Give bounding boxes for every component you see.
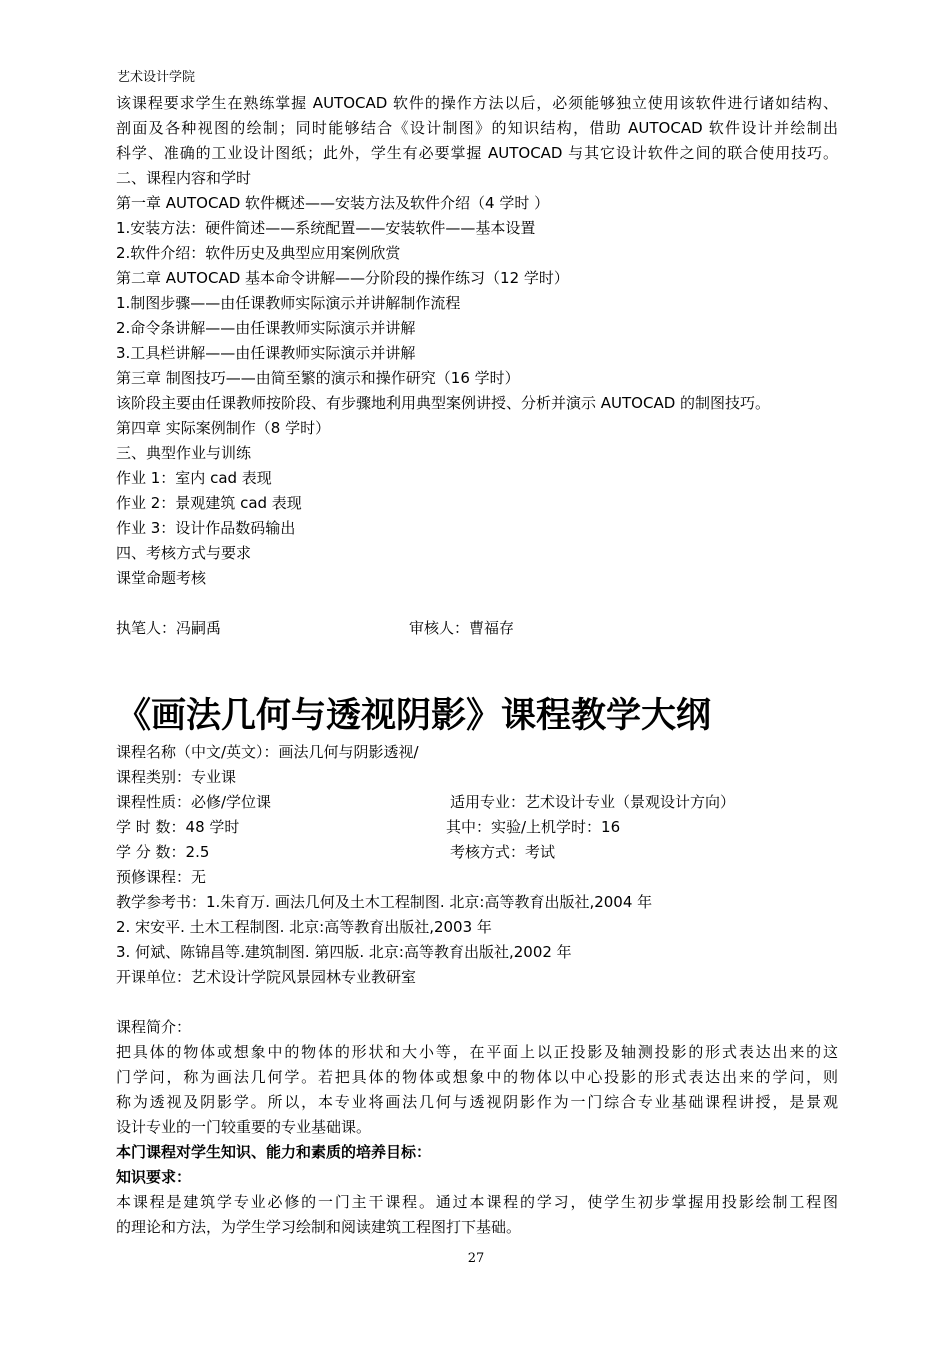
course-info xyxy=(116,740,838,1240)
paragraph-line: 门学问，称为画法几何学。若把具体的物体或想象中的物体以中心投影的形式表达出来的学问，则 xyxy=(116,1068,838,1086)
chapter-heading: 第二章 AUTOCAD 基本命令讲解——分阶段的操作练习（12 学时） xyxy=(116,269,569,287)
reviewer: 审核人：曹福存 xyxy=(409,619,515,637)
outline-heading: 三、典型作业与训练 xyxy=(116,444,252,462)
document-title: 《画法几何与透视阴影》课程教学大纲 xyxy=(116,696,712,736)
paragraph-line: 科学、准确的工业设计图纸；此外，学生有必要掌握 AUTOCAD 与其它设计软件之间的联合使用技巧。 xyxy=(116,144,838,162)
teaching-unit: 开课单位：艺术设计学院风景园林专业教研室 xyxy=(116,968,417,986)
paragraph-line: 该阶段主要由任课教师按阶段、有步骤地利用典型案例讲授、分析并演示 AUTOCAD 的制图技巧。 xyxy=(116,394,771,412)
chapter-heading: 第四章 实际案例制作（8 学时） xyxy=(116,419,331,437)
prerequisites: 预修课程：无 xyxy=(116,868,207,886)
paragraph-line: 的理论和方法，为学生学习绘制和阅读建筑工程图打下基础。 xyxy=(116,1218,522,1236)
paragraph-line: 本课程是建筑学专业必修的一门主干课程。通过本课程的学习，使学生初步掌握用投影绘制工程图 xyxy=(116,1193,838,1211)
applicable-major: 适用专业：艺术设计专业（景观设计方向） xyxy=(450,793,736,811)
course-name: 课程名称（中文/英文）：画法几何与阴影透视/ xyxy=(116,743,419,761)
section1-body xyxy=(116,91,838,641)
paragraph-line: 剖面及各种视图的绘制；同时能够结合《设计制图》的知识结构，借助 AUTOCAD 软件设计并绘制出 xyxy=(116,119,838,137)
lab-hours: 其中：实验/上机学时：16 xyxy=(446,818,621,836)
list-item: 作业 2：景观建筑 cad 表现 xyxy=(116,494,302,512)
info-row xyxy=(116,815,838,840)
page-header: 艺术设计学院 xyxy=(117,70,196,85)
goal-heading: 本门课程对学生知识、能力和素质的培养目标： xyxy=(116,1143,432,1161)
chapter-heading: 第一章 AUTOCAD 软件概述——安装方法及软件介绍（4 学时 ） xyxy=(116,194,550,212)
info-row xyxy=(116,790,838,815)
reference-item: 2. 宋安平. 土木工程制图. 北京:高等教育出版社,2003 年 xyxy=(116,918,492,936)
list-item: 作业 3：设计作品数码输出 xyxy=(116,519,296,537)
list-item: 2.命令条讲解——由任课教师实际演示并讲解 xyxy=(116,319,416,337)
list-item: 课堂命题考核 xyxy=(116,569,207,587)
list-item: 2.软件介绍：软件历史及典型应用案例欣赏 xyxy=(116,244,401,262)
course-type: 课程类别：专业课 xyxy=(116,768,237,786)
reference-item: 3. 何斌、陈锦昌等.建筑制图. 第四版. 北京:高等教育出版社,2002 年 xyxy=(116,943,572,961)
list-item: 作业 1：室内 cad 表现 xyxy=(116,469,272,487)
course-nature: 课程性质：必修/学位课 xyxy=(116,793,272,811)
course-hours: 学 时 数：48 学时 xyxy=(116,818,240,836)
paragraph-line: 称为透视及阴影学。所以，本专业将画法几何与透视阴影作为一门综合专业基础课程讲授，是景观 xyxy=(116,1093,838,1111)
intro-label: 课程简介： xyxy=(116,1018,192,1036)
signature-line xyxy=(116,616,838,641)
paragraph-line: 把具体的物体或想象中的物体的形状和大小等，在平面上以正投影及轴测投影的形式表达出来的这 xyxy=(116,1043,838,1061)
reference-item: 教学参考书：1.朱育万. 画法几何及土木工程制图. 北京:高等教育出版社,2004 年 xyxy=(116,893,653,911)
knowledge-heading: 知识要求： xyxy=(116,1168,192,1186)
outline-heading: 二、课程内容和学时 xyxy=(116,169,252,187)
exam-method: 考核方式：考试 xyxy=(450,843,556,861)
page-number: 27 xyxy=(467,1251,485,1266)
course-credits: 学 分 数：2.5 xyxy=(116,843,210,861)
list-item: 3.工具栏讲解——由任课教师实际演示并讲解 xyxy=(116,344,416,362)
list-item: 1.安装方法：硬件简述——系统配置——安装软件——基本设置 xyxy=(116,219,536,237)
paragraph-line: 该课程要求学生在熟练掌握 AUTOCAD 软件的操作方法以后，必须能够独立使用该软件进行诸如结构、 xyxy=(116,94,838,112)
outline-heading: 四、考核方式与要求 xyxy=(116,544,252,562)
chapter-heading: 第三章 制图技巧——由简至繁的演示和操作研究（16 学时） xyxy=(116,369,520,387)
paragraph-line: 设计专业的一门较重要的专业基础课。 xyxy=(116,1118,372,1136)
info-row xyxy=(116,840,838,865)
list-item: 1.制图步骤——由任课教师实际演示并讲解制作流程 xyxy=(116,294,461,312)
author: 执笔人：冯嗣禹 xyxy=(116,619,222,637)
